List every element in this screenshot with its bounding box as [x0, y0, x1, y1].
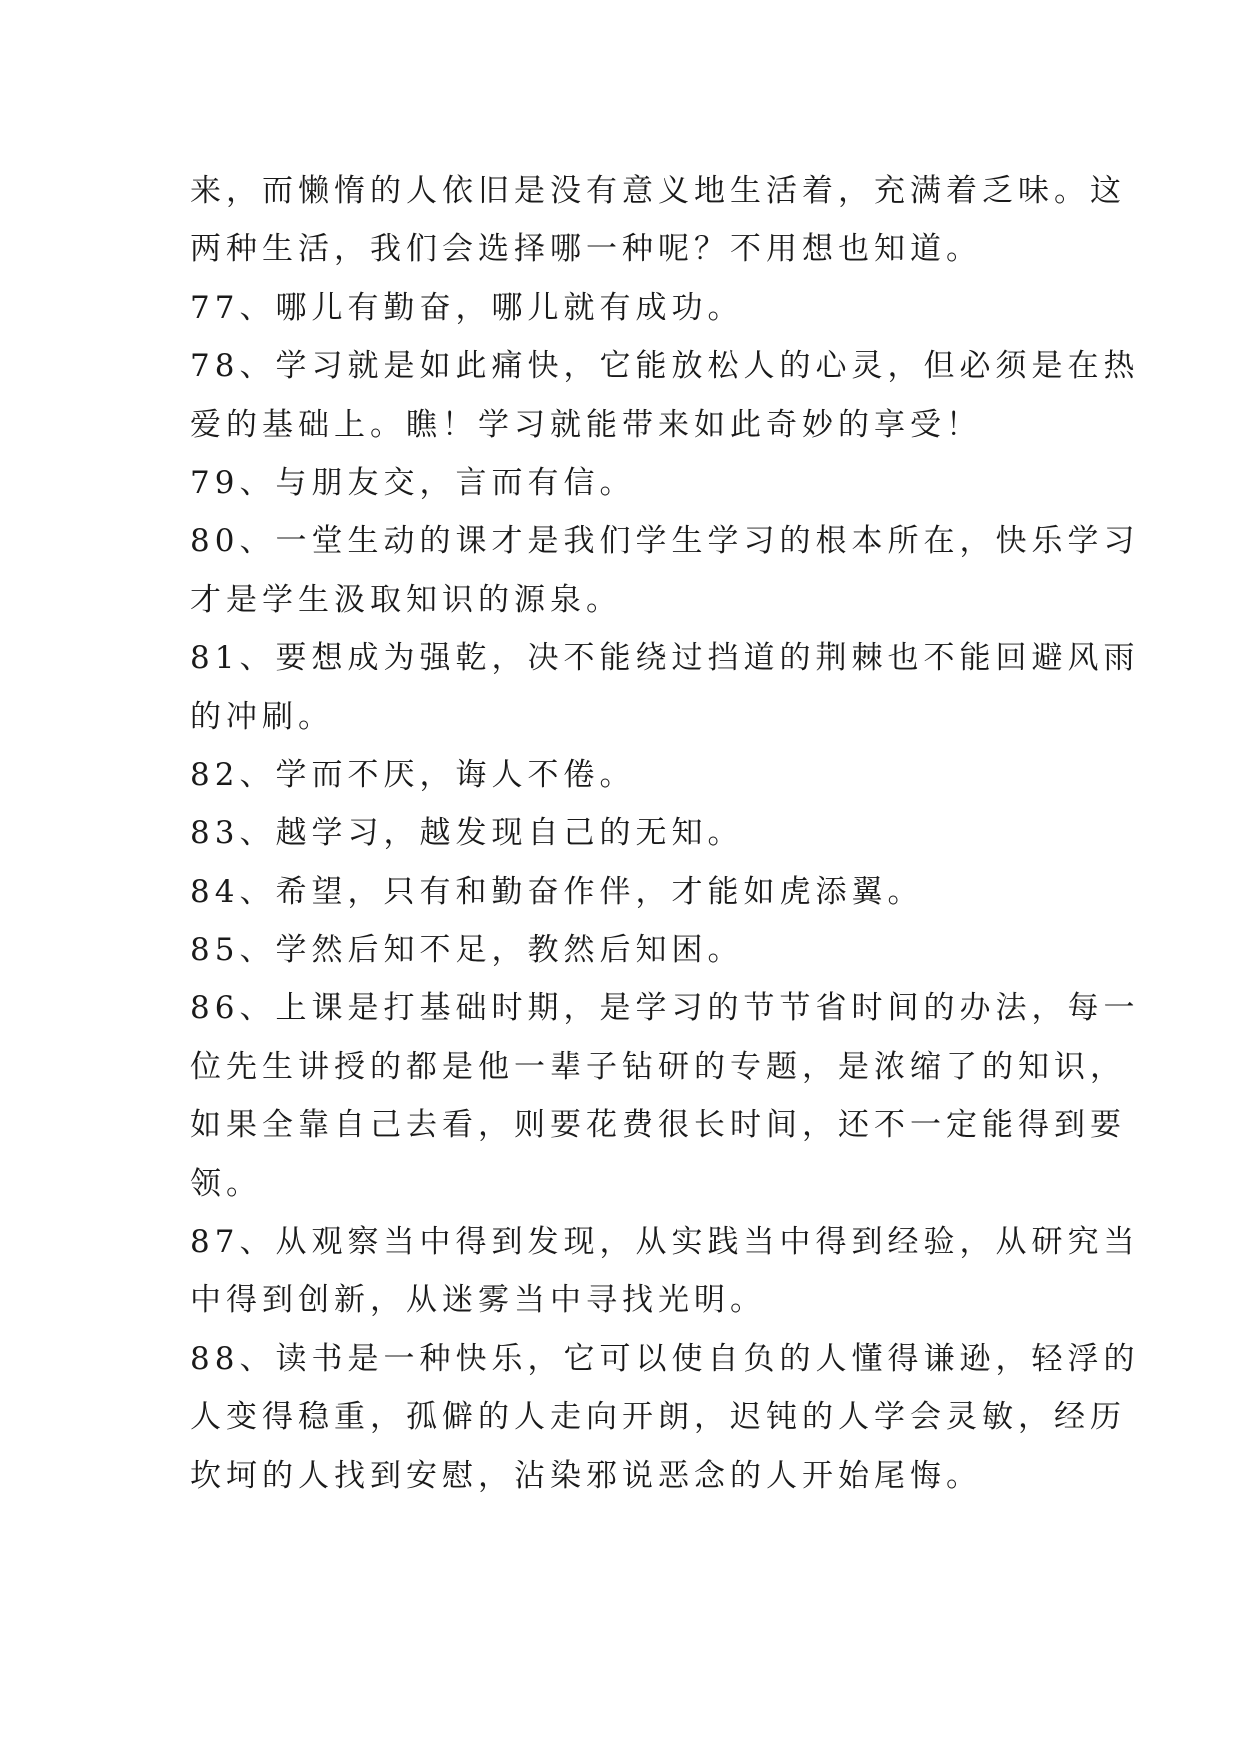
text-line: 82、学而不厌，诲人不倦。 — [190, 756, 636, 793]
text-line: 84、希望，只有和勤奋作伴，才能如虎添翼。 — [190, 873, 924, 910]
text-line: 人变得稳重，孤僻的人走向开朗，迟钝的人学会灵敏，经历 — [190, 1399, 1126, 1436]
text-line: 领。 — [190, 1165, 262, 1202]
text-line: 才是学生汲取知识的源泉。 — [190, 581, 622, 618]
text-line: 79、与朋友交，言而有信。 — [190, 464, 636, 501]
text-line: 78、学习就是如此痛快，它能放松人的心灵，但必须是在热 — [190, 348, 1140, 385]
text-line: 爱的基础上。瞧！学习就能带来如此奇妙的享受！ — [190, 406, 982, 443]
text-line: 坎坷的人找到安慰，沾染邪说恶念的人开始尾悔。 — [190, 1457, 982, 1494]
text-line: 中得到创新，从迷雾当中寻找光明。 — [190, 1282, 766, 1319]
text-line: 来，而懒惰的人依旧是没有意义地生活着，充满着乏味。这 — [190, 173, 1126, 209]
text-line: 两种生活，我们会选择哪一种呢？不用想也知道。 — [190, 231, 982, 268]
text-line: 位先生讲授的都是他一辈子钻研的专题，是浓缩了的知识， — [190, 1048, 1126, 1085]
text-line: 88、读书是一种快乐，它可以使自负的人懂得谦逊，轻浮的 — [190, 1340, 1140, 1377]
text-line: 87、从观察当中得到发现，从实践当中得到经验，从研究当 — [190, 1224, 1140, 1261]
text-line: 如果全靠自己去看，则要花费很长时间，还不一定能得到要 — [190, 1107, 1126, 1144]
text-line: 的冲刷。 — [190, 698, 334, 735]
text-line: 77、哪儿有勤奋，哪儿就有成功。 — [190, 289, 744, 326]
document-body — [190, 162, 1140, 1505]
text-line: 86、上课是打基础时期，是学习的节节省时间的办法，每一 — [190, 990, 1140, 1027]
text-line: 81、要想成为强乾，决不能绕过挡道的荆棘也不能回避风雨 — [190, 640, 1140, 677]
text-line: 80、一堂生动的课才是我们学生学习的根本所在，快乐学习 — [190, 523, 1140, 560]
text-line: 85、学然后知不足，教然后知困。 — [190, 932, 744, 969]
text-line: 83、越学习，越发现自己的无知。 — [190, 815, 744, 852]
